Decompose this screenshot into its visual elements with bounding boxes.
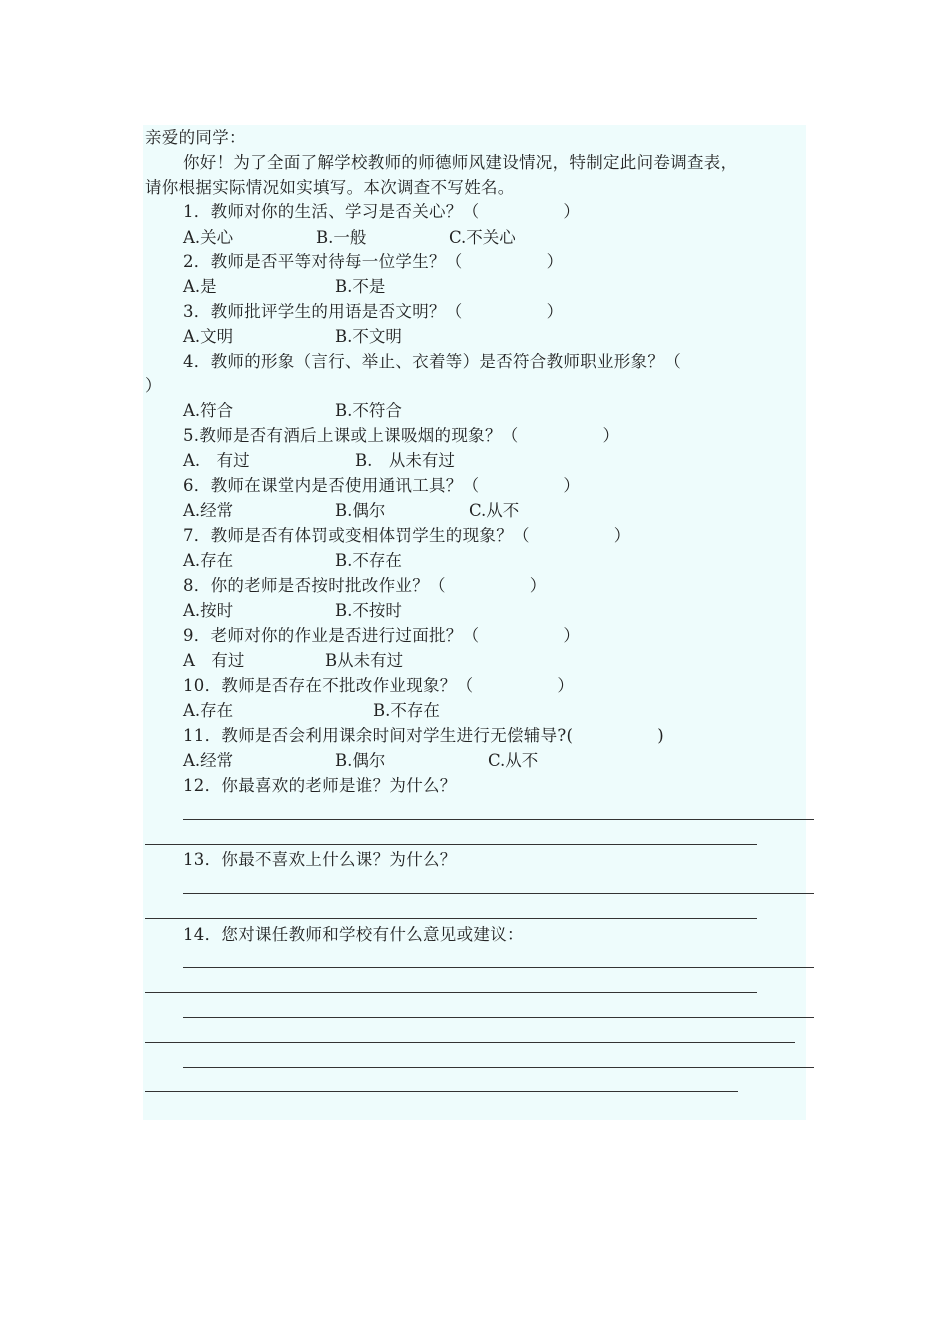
q11-option-b[interactable]: B.偶尔 bbox=[335, 751, 386, 770]
survey-background bbox=[143, 125, 806, 1120]
q14-answer-line-3[interactable] bbox=[183, 1017, 814, 1018]
question-9: 9．老师对你的作业是否进行过面批？（ ） bbox=[183, 626, 581, 645]
q5-option-a[interactable]: A. 有过 bbox=[183, 451, 250, 470]
q14-answer-line-1[interactable] bbox=[183, 967, 814, 968]
q12-answer-line-1[interactable] bbox=[183, 819, 814, 820]
question-4-continuation: ） bbox=[145, 376, 162, 395]
q8-option-b[interactable]: B.不按时 bbox=[335, 601, 402, 620]
question-10: 10．教师是否存在不批改作业现象？（ ） bbox=[183, 676, 575, 695]
q7-option-b[interactable]: B.不存在 bbox=[335, 551, 402, 570]
q4-option-b[interactable]: B.不符合 bbox=[335, 401, 402, 420]
q11-option-c[interactable]: C.从不 bbox=[488, 751, 539, 770]
q3-option-a[interactable]: A.文明 bbox=[183, 327, 234, 346]
q3-option-b[interactable]: B.不文明 bbox=[335, 327, 402, 346]
question-7: 7．教师是否有体罚或变相体罚学生的现象？（ ） bbox=[183, 526, 631, 545]
q14-answer-line-4[interactable] bbox=[145, 1042, 795, 1043]
q5-option-b[interactable]: B. 从未有过 bbox=[355, 451, 455, 470]
intro-line-2: 请你根据实际情况如实填写。本次调查不写姓名。 bbox=[145, 178, 515, 197]
question-6: 6．教师在课堂内是否使用通讯工具？（ ） bbox=[183, 476, 581, 495]
q8-option-a[interactable]: A.按时 bbox=[183, 601, 234, 620]
q2-option-a[interactable]: A.是 bbox=[183, 277, 217, 296]
q12-answer-line-2[interactable] bbox=[145, 844, 757, 845]
q4-option-a[interactable]: A.符合 bbox=[183, 401, 234, 420]
q14-answer-line-2[interactable] bbox=[145, 992, 757, 993]
q6-option-c[interactable]: C.从不 bbox=[469, 501, 520, 520]
q10-option-b[interactable]: B.不存在 bbox=[373, 701, 440, 720]
question-11: 11．教师是否会利用课余时间对学生进行无偿辅导?( ) bbox=[183, 726, 665, 745]
q1-option-c[interactable]: C.不关心 bbox=[449, 228, 516, 247]
question-3: 3．教师批评学生的用语是否文明？（ ） bbox=[183, 302, 564, 321]
q11-option-a[interactable]: A.经常 bbox=[183, 751, 234, 770]
intro-line-1: 你好！为了全面了解学校教师的师德师风建设情况，特制定此问卷调查表， bbox=[183, 153, 738, 172]
question-12: 12．你最喜欢的老师是谁？为什么？ bbox=[183, 776, 457, 795]
q1-option-a[interactable]: A.关心 bbox=[183, 228, 234, 247]
q9-option-b[interactable]: B从未有过 bbox=[325, 651, 404, 670]
q10-option-a[interactable]: A.存在 bbox=[183, 701, 234, 720]
q6-option-a[interactable]: A.经常 bbox=[183, 501, 234, 520]
question-5: 5.教师是否有酒后上课或上课吸烟的现象？（ ） bbox=[183, 426, 620, 445]
q6-option-b[interactable]: B.偶尔 bbox=[335, 501, 386, 520]
greeting: 亲爱的同学： bbox=[145, 128, 246, 147]
q2-option-b[interactable]: B.不是 bbox=[335, 277, 386, 296]
q14-answer-line-5[interactable] bbox=[183, 1067, 814, 1068]
question-2: 2．教师是否平等对待每一位学生？（ ） bbox=[183, 252, 564, 271]
q13-answer-line-2[interactable] bbox=[145, 918, 757, 919]
q14-answer-line-6[interactable] bbox=[145, 1091, 738, 1092]
question-8: 8．你的老师是否按时批改作业？（ ） bbox=[183, 576, 547, 595]
question-13: 13．你最不喜欢上什么课？为什么？ bbox=[183, 850, 457, 869]
question-1: 1．教师对你的生活、学习是否关心？（ ） bbox=[183, 202, 581, 221]
q13-answer-line-1[interactable] bbox=[183, 893, 814, 894]
question-14: 14．您对课任教师和学校有什么意见或建议： bbox=[183, 925, 524, 944]
q7-option-a[interactable]: A.存在 bbox=[183, 551, 234, 570]
question-4: 4．教师的形象（言行、举止、衣着等）是否符合教师职业形象？（ bbox=[183, 352, 681, 371]
q9-option-a[interactable]: A 有过 bbox=[183, 651, 245, 670]
q1-option-b[interactable]: B.一般 bbox=[316, 228, 367, 247]
